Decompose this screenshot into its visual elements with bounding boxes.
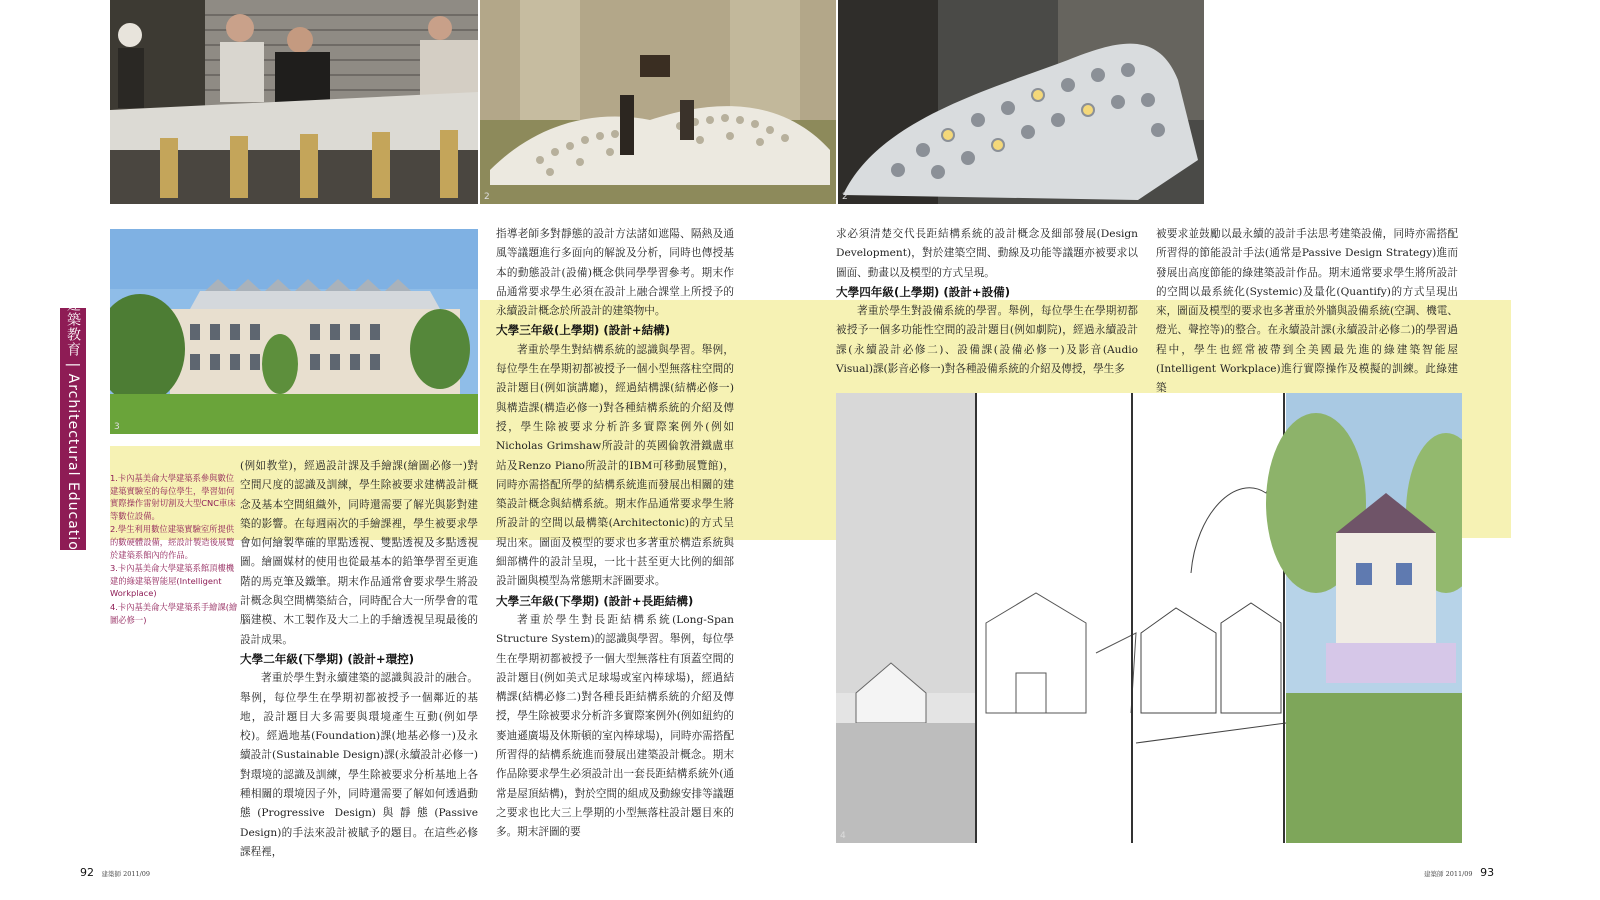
folio-left: [80, 866, 154, 879]
folio-right: [1420, 866, 1494, 879]
text-column-4: [1156, 225, 1458, 399]
section-heading: 大學三年級(下學期) (設計+長距結構): [496, 593, 694, 608]
section-heading: 大學二年級(下學期) (設計+環控): [240, 651, 415, 666]
photo-honeycomb-hall: [480, 0, 836, 204]
photo-architecture-building: [110, 229, 478, 434]
text-column-2: [496, 225, 734, 843]
section-heading: 大學四年級(上學期) (設計+設備): [836, 284, 1011, 299]
magazine-issue: 建築師 2011/09: [101, 870, 151, 878]
caption-3: 3.卡內基美侖大學建築系館頂樓機建的綠建築智能屋(Intelligent Workplace): [110, 563, 235, 599]
paragraph: 求必須清楚交代長距結構系統的設計概念及細部發展(Design Development)，對於建築空間、動線及功能等議題亦被要求以圖面、動畫以及模型的方式呈現。: [836, 228, 1138, 279]
caption-2: 2.學生利用數位建築實驗室所提供的數硬體設備，經設計製造後展覽於建築系館內的作品。: [110, 524, 235, 560]
photo-honeycomb-closeup: [838, 0, 1204, 204]
magazine-issue: 建築師 2011/09: [1424, 870, 1473, 878]
page-number: 93: [1480, 866, 1495, 879]
paragraph: 著重於學生對永續建築的認識與設計的融合。舉例，每位學生在學期初都被授予一個鄰近的基地，設計題目大多需要與環境產生互動(例如學校)。經過地基(Foundation)課(地基必修一)及永續設計(Sustainable Design)課(永續設計必修一)對環境的認識及訓練，學生除被要求分析基地上各種相關的環境因子外，同時還需要了解如何透過動態(Progressive Design)與靜態(Passive Design)的手法來設計被賦予的題目。在這些必修課程裡，: [240, 672, 478, 858]
paragraph: 著重於學生對設備系統的學習。舉例，每位學生在學期初都被授予一個多功能性空間的設計題目(例如劇院)，經過永續設計課(永續設計必修二)、設備課(設備必修一)及影音(Audio Visual)課(影音必修一)對各種設備系統的介紹及傳授，學生多: [836, 305, 1138, 376]
paragraph: (例如教堂)，經過設計課及手繪課(繪圖必修一)對空間尺度的認識及訓練，學生除被要求建構設計概念及基本空間組織外，同時還需要了解光與影對建築的影響。在每週兩次的手繪課裡，學生被要求學會如何繪製準確的單點透視、雙點透視及多點透視圖。繪圖媒材的使用也從最基本的鉛筆學習至更進階的馬克筆及鐵筆。期末作品通常會要求學生將設計概念與空間構築結合，同時配合大一所學會的電腦建模、木工製作及大二上的手繪透視呈現最後的設計成果。: [240, 460, 478, 646]
photo-number: 3: [114, 422, 120, 432]
paragraph: 指導老師多對靜態的設計方法諸如遮陽、隔熱及通風等議題進行多面向的解說及分析，同時也傳授基本的動態設計(設備)概念供同學學習參考。期末作品通常要求學生必須在設計上融合課堂上所授予的永續設計概念於所設計的建築物中。: [496, 228, 734, 318]
text-column-3: [836, 225, 1138, 379]
page-number: 92: [80, 866, 94, 879]
photo-number: 4: [840, 831, 846, 841]
photo-cnc-workshop: [110, 0, 478, 204]
paragraph: 著重於學生對長距結構系統(Long-Span Structure System)的認識與學習。舉例，每位學生在學期初都被授予一個大型無落柱有頂蓋空間的設計題目(例如美式足球場或室內棒球場)，經過結構課(結構必修二)對各種長距結構系統的介紹及傳授，學生除被要求分析許多實際案例外(例如紐約的麥迪遜廣場及休斯頓的室內棒球場)，同時亦需搭配所習得的結構系統進而發展出建築設計概念。期末作品除要求學生必須設計出一套長距結構系統外(通常是屋頂結構)，對於空間的組成及動線安排等議題之要求也比大三上學期的小型無落柱設計題目來的多。期末評圖的要: [496, 613, 734, 839]
text-column-1: [240, 457, 478, 862]
section-tab-label: 建築教育 | Architectural Education: [65, 297, 81, 561]
photo-number: 2: [842, 192, 848, 202]
paragraph: 被要求並鼓勵以最永續的設計手法思考建築設備，同時亦需搭配所習得的節能設計手法(通常是Passive Design Strategy)進而發展出高度節能的綠建築設計作品。期末通常要求學生將所設計的空間以最系統化(Systemic)及量化(Quantify)的方式呈現出來，圖面及模型的要求也多著重於外牆與設備系統(空調、機電、燈光、聲控等)的整合。在永續設計課(永續設計必修二)的學習過程中，學生也經常被帶到全美國最先進的綠建築智能屋(Intelligent Workplace)進行實際操作及模擬的訓練。此綠建築: [1156, 228, 1458, 395]
paragraph: 著重於學生對結構系統的認識與學習。舉例，每位學生在學期初都被授予一個小型無落柱空間的設計題目(例如演講廳)，經過結構課(結構必修一)與構造課(構造必修一)對各種結構系統的介紹及傳授，學生除被要求分析許多實際案例外(例如Nicholas Grimshaw所設計的英國倫敦滑鐵盧車站及Renzo Piano所設計的IBM可移動展覽館)，同時亦需搭配所學的結構系統進而發展出相關的建築設計概念與結構系統。期末作品通常要求學生將所設計的空間以最構築(Architectonic)的方式呈現出來。圖面及模型的要求也多著重於構造系統與細部構件的設計呈現，一比十甚至更大比例的細部設計圖與模型為常態期末評圖要求。: [496, 343, 734, 588]
section-heading: 大學三年級(上學期) (設計+結構): [496, 323, 671, 338]
photo-number: 2: [484, 192, 490, 202]
caption-4: 4.卡內基美侖大學建築系手繪課(繪圖必修一): [110, 601, 238, 625]
caption-1: 1.卡內基美侖大學建築系參與數位建築實驗室的每位學生，學習如何實際操作雷射切割及大型CNC車床等數位設備。: [110, 473, 236, 521]
section-tab: [60, 297, 86, 561]
photo-captions: [110, 472, 238, 627]
photo-drawing-sequence: [836, 393, 1462, 843]
